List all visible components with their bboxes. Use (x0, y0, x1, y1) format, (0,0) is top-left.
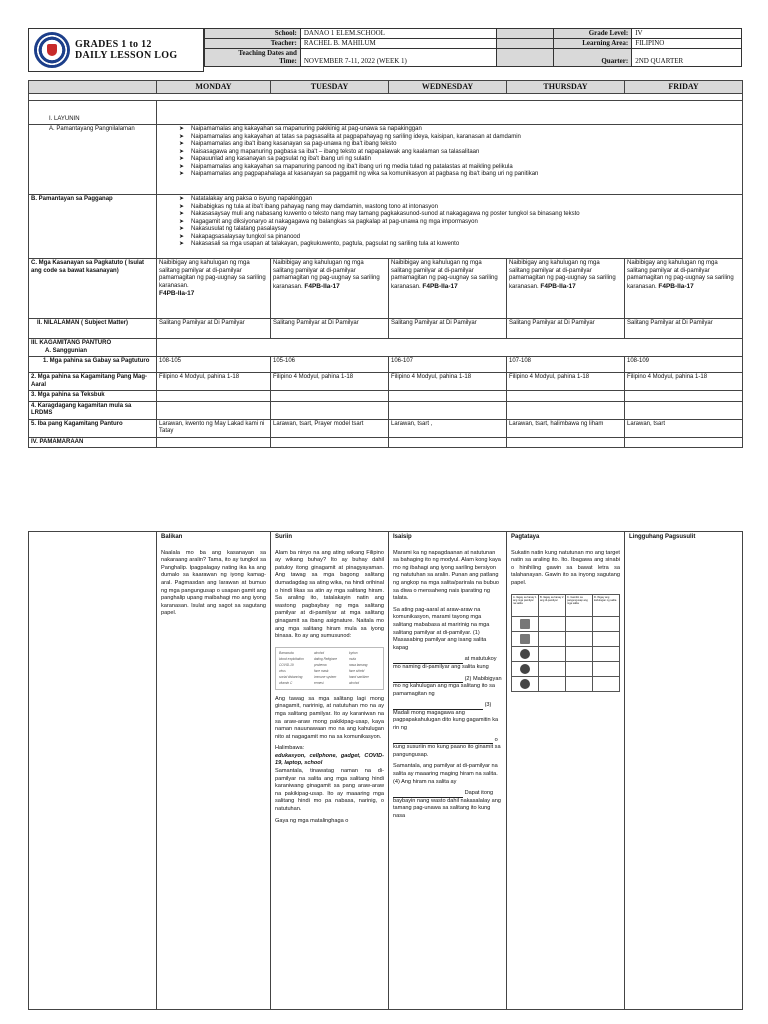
nilalaman-wednesday: Salitang Pamilyar at Di Pamilyar (389, 319, 507, 339)
header-lingguhang-pagsusulit: Lingguhang Pagsusulit (629, 534, 696, 540)
week-table (28, 80, 743, 448)
dates-label-2: Time: (279, 57, 297, 65)
list-item: ➤ Nakasusulat ng talatang pasalaysay (179, 226, 288, 232)
day-wednesday: WEDNESDAY (389, 81, 507, 94)
deped-seal-icon (34, 32, 70, 68)
pagtataya-text: Sukatin natin kung natutunan mo ang target natin sa araling ito. Ito. Ibagawa ang sinabi o hinihiling gawin sa bawat letra sa talahanayan. Gawin ito sa inyong sagutang papel. (511, 549, 620, 586)
iba-label: 5. Iba pang Kagamitang Panturo (29, 419, 157, 437)
pamantayan-sa-pagganap-list (157, 195, 743, 259)
dates-label-1: Teaching Dates and (238, 49, 297, 57)
teksbuk-label: 3. Mga pahina sa Teksbuk (29, 391, 157, 402)
header-isaisip: Isaisip (393, 534, 412, 540)
list-item: ➤ Naipamamalas ang kakayahan sa mapanuring pakikinig at pag-unawa sa napakinggan (179, 126, 422, 132)
picture-icon (520, 649, 530, 659)
suriin-text-4: Gaya ng mga matalinghaga o (275, 817, 349, 824)
iba-monday: Larawan, kwento ng May Lakad kami ni Tatay (157, 419, 271, 437)
pagtataya-mini-table: A. Ilagay sa hanay 1 ang mga pamilyar na salita B. Ilagay sa hanay 2 ang di-pamilyar C. Gamitin sa pangungusap ang mga salita D. Ibigay ang kahulugan ng salita (511, 594, 620, 692)
picture-icon (520, 634, 530, 644)
grade-label: Grade Level: (554, 29, 632, 39)
suriin-text-1: Alam ba ninyo na ang ating wikang Filipino ay wikang buhay? Ito ay buhay dahil patuloy itong ginagamit at pinagyayaman. Ang tawag sa mga bagong salitang dumadagdag sa ating wika, na hindi orihinal o hindi likas sa atin ay mga salitang hiram. Sa araling ito, tatalakayin natin ang wastong pagbaybay ng mga salitang pamilyar at di-pamilyar at mga salitang ginagamit sa ibang asignature. Naitala mo ang mga salitang hiram mula sa iyong binasa. Ito ay ang sumusunod: (275, 549, 384, 640)
gabay-thursday: 107-108 (507, 357, 625, 373)
pamantayang-pangnilalaman-list (157, 125, 743, 195)
list-item: ➤ Natatalakay ang paksa o isyung napakinggan (179, 196, 313, 202)
dates-value: NOVEMBER 7-11, 2022 (WEEK 1) (300, 48, 496, 66)
header-info-table (204, 28, 742, 67)
magaaral-monday: Filipino 4 Modyul, pahina 1-18 (157, 373, 271, 391)
borrowed-words-box: Barracuda alcohol kyrion blood exploitation dating Reitgione mula COVID-19 probema nasa tamang virus face mask face shield social distancing immune system hand sanitizer vitamin C ermesi alcohol (275, 647, 384, 690)
iba-tuesday: Larawan, tsart, Prayer model tsart (271, 419, 389, 437)
pamantayan-sa-pagganap-label: B. Pamantayan sa Pagganap (29, 195, 157, 259)
quarter-label: Quarter: (554, 48, 632, 66)
suriin-text-2: Ang tawag sa mga salitang lagi mong ginagamit, naririnig, at natutuhan mo na ay mga salitang pamilyar. Ito ay karaniwan na sa araw-araw mong pakikipag-usap, kaya naman nauunawaan mo na ang kahulugan nito at nagagamit mo na sa komunikasyon. (275, 695, 384, 740)
procedure-table (28, 531, 743, 1010)
logo-box (28, 28, 204, 72)
magaaral-friday: Filipino 4 Modyul, pahina 1-18 (625, 373, 743, 391)
kasanayan-wednesday: Naibibigay ang kahulugan ng mga salitang pamilyar at di-pamilyar pamamagitan ng pag-uugnay sa sariling karanasan. F4PB-IIa-17 (389, 259, 507, 319)
logo-line-2: DAILY LESSON LOG (75, 50, 178, 61)
quarter-value: 2ND QUARTER (632, 48, 742, 66)
gabay-wednesday: 106-107 (389, 357, 507, 373)
kagamitan-label: III. KAGAMITANG PANTURO A. Sanggunian (29, 339, 157, 357)
nilalaman-monday: Salitang Pamilyar at Di Pamilyar (157, 319, 271, 339)
header-pagtataya: Pagtataya (511, 534, 540, 540)
picture-icon (520, 679, 530, 689)
list-item: ➤ Nakasasaysay muli ang nabasang kuwento o teksto nang may tamang pagkakasunod-sunod at nakagagawa ng poster tungkol sa binasang teksto (179, 211, 580, 217)
magaaral-thursday: Filipino 4 Modyul, pahina 1-18 (507, 373, 625, 391)
nilalaman-friday: Salitang Pamilyar at Di Pamilyar (625, 319, 743, 339)
list-item: ➤ Naisasagawa ang mapanuring pagbasa sa iba't – ibang teksto at napapalawak ang kaalaman sa talasalitaan (179, 148, 480, 155)
iba-wednesday: Larawan, tsart , (389, 419, 507, 437)
area-value: FILIPINO (632, 38, 742, 48)
header-suriin: Suriin (275, 534, 293, 540)
logo-line-1: GRADES 1 to 12 (75, 39, 152, 50)
day-monday: MONDAY (157, 81, 271, 94)
header (28, 28, 742, 72)
logo-text (75, 39, 177, 61)
list-item: ➤ Nagagamit ang diksiyonaryo at nakagagawa ng balangkas sa pagkalap at pag-unawa ng mga impormasyon (179, 218, 478, 225)
list-item: ➤ Nakapagsasalaysay tungkol sa pinanood (179, 233, 301, 240)
list-item: ➤ Napauunlad ang kasanayan sa pagsulat ng iba't ibang uri ng sulatin (179, 156, 371, 162)
iba-thursday: Larawan, tsart, halimbawa ng liham (507, 419, 625, 437)
kasanayan-tuesday: Naibibigay ang kahulugan ng mga salitang pamilyar at di-pamilyar pamamagitan ng pag-uugnay sa sariling karanasan. F4PB-IIa-17 (271, 259, 389, 319)
list-item: ➤ Naipamamalas ang pagpapahalaga at kasanayan sa paggamit ng wika sa komunikasyon at pagbasa ng iba't ibang uri ng panitikan (179, 171, 539, 177)
thursday-procedure (507, 532, 625, 1010)
wednesday-procedure: Isaisip Marami ka ng napagdaanan at natutunan sa bahaging ito ng modyul. Alam kong kaya mo ng ibahagi ang iyong sariling bersiyon ng natutuhan sa aralin. Punan ang patlang ng angkop na mga salita/parirala na bubuo sa diwa o mensaheng nais iparating ng talata. Sa ating pag-aaral at araw-araw na komunikasyon, marami tayong mga salitang mababasa at maririnig na mga salitang pamilyar at di-pamilyar. (1) Masasabing pamilyar ang isang salita kapag at matutukoy mo naming di-pamilyar ang salita kung (2) Mabibigyan mo ng kahulugan ang mga salitang ito sa pamamagitan ng (3) Madali mong magagawa ang pagpapakahulugan dito kung gagamitin ka rin ng o kung susuriin mo kung paano ito ginamit sa pangungusap. Samantala, ang pamilyar at di-pamilyar na salita ay maaaring maging hiram na salita. (4) Ang hiram na salita ay Dapat itong baybayin nang wasto dahil nakasalalay ang tamang pag-unawa sa salitang ito kung nasa (389, 532, 507, 1010)
pamamaraan-label: IV. PAMAMARAAN (29, 437, 157, 448)
halimbawa-label: Halimbawa: (275, 745, 305, 752)
picture-icon (520, 619, 530, 629)
gabay-monday: 108-105 (157, 357, 271, 373)
layunin-label: I. LAYUNIN (29, 101, 157, 125)
area-label: Learning Area: (554, 38, 632, 48)
teacher-value: RACHEL B. MAHILUM (300, 38, 496, 48)
halimbawa-examples: edukasyon, cellphone, gadget, COVID-19, laptop, school (275, 752, 384, 767)
magaaral-tuesday: Filipino 4 Modyul, pahina 1-18 (271, 373, 389, 391)
picture-icon (520, 664, 530, 674)
isaisip-text-1: Marami ka ng napagdaanan at natutunan sa bahaging ito ng modyul. Alam kong kaya mo ng ibahagi ang iyong sariling bersiyon ng natutuhan sa aralin. Punan ang patlang ng angkop na mga salita/parirala na bubuo sa diwa o mensaheng nais iparating ng talata. (393, 549, 501, 602)
school-label: School: (205, 29, 301, 39)
school-value: DANAO 1 ELEM.SCHOOL (300, 29, 496, 39)
grade-value: IV (632, 29, 742, 39)
day-friday: FRIDAY (625, 81, 743, 94)
kasanayan-thursday: Naibibigay ang kahulugan ng mga salitang pamilyar at di-pamilyar pamamagitan ng pag-uugnay sa sariling karanasan. F4PB-IIa-17 (507, 259, 625, 319)
friday-procedure (625, 532, 743, 1010)
list-item: ➤ Naibabigkas ng tula at iba't ibang pahayag nang may damdamin, wastong tono at intonasyon (179, 203, 438, 210)
list-item: ➤ Nakasasali sa mga usapan at talakayan, pagkukuwento, pagtula, pagsulat ng sariling tula at kuwento (179, 241, 460, 247)
kasanayan-monday: Naibibigay ang kahulugan ng mga salitang pamilyar at di-pamilyar pamamagitan ng pag-uugnay sa sariling karanasan. F4PB-IIa-17 (157, 259, 271, 319)
list-item: ➤ Naipamamalas ang kakayahan sa mapanuring panood ng iba't ibang uri ng media tulad ng patalastas at maikling pelikula (179, 163, 513, 170)
list-item: ➤ Naipamamalas ang iba't ibang kasanayan sa pag-unawa ng iba't ibang teksto (179, 141, 397, 147)
balikan-text: Naalala mo ba ang kasanayan sa nakaraang aralin? Tama, ito ay tungkol sa Panghalip. Ipagpalagay nating ika ka ang dumalo sa kaarawan ng iyong kamag-aral. Pagmasdan ang larawan at bumuo ng mga pangungusap o usapan gamit ang panghalip upang maibahagi mo ang iyong karanasan. Isulat ang sagot sa sagutang papel. (161, 549, 266, 617)
kasanayan-label: C. Mga Kasanayan sa Pagkatuto ( Isulat ang code sa bawat kasanayan) (29, 259, 157, 319)
teacher-label: Teacher: (205, 38, 301, 48)
header-balikan: Balikan (161, 534, 183, 540)
lrdms-label: 4. Karagdagang kagamitan mula sa LRDMS (29, 401, 157, 419)
kasanayan-friday: Naibibigay ang kahulugan ng mga salitang pamilyar at di-pamilyar pamamagitan ng pag-uugnay sa sariling karanasan. F4PB-IIa-17 (625, 259, 743, 319)
suriin-text-3: Samantala, tinawatag naman na di-pamilyar na salita ang mga salitang hindi karaniwang ginagamit sa pang araw-araw na pakikipag-usap. Ito ay maaaring mga salitang hindi mo pa nabasa, narinig, o natutuhan. (275, 768, 384, 813)
day-thursday: THURSDAY (507, 81, 625, 94)
nilalaman-thursday: Salitang Pamilyar at Di Pamilyar (507, 319, 625, 339)
tuesday-procedure (271, 532, 389, 1010)
gabay-tuesday: 105-106 (271, 357, 389, 373)
iba-friday: Larawan, tsart (625, 419, 743, 437)
nilalaman-label: II. NILALAMAN ( Subject Matter) (29, 319, 157, 339)
pamantayang-pangnilalaman-label: A. Pamantayang Pangnilalaman (29, 125, 157, 195)
magaaral-label: 2. Mga pahina sa Kagamitang Pang Mag-Aaral (29, 373, 157, 391)
dates-label (205, 48, 301, 66)
gabay-label: 1. Mga pahina sa Gabay sa Pagtuturo (29, 357, 157, 373)
nilalaman-tuesday: Salitang Pamilyar at Di Pamilyar (271, 319, 389, 339)
isaisip-text-2: Sa ating pag-aaral at araw-araw na komunikasyon, marami tayong mga salitang mababasa at maririnig na mga salitang pamilyar at di-pamilyar. (1) Masasabing pamilyar ang isang salita kapag (393, 606, 490, 651)
list-item: ➤ Naipamamalas ang kakayahan at tatas sa pagsasalita at pagpapahayag ng sariling ideya, kaisipan, karanasan at damdamin (179, 133, 521, 140)
magaaral-wednesday: Filipino 4 Modyul, pahina 1-18 (389, 373, 507, 391)
monday-procedure (157, 532, 271, 1010)
gabay-friday: 108-109 (625, 357, 743, 373)
isaisip-text-7: Samantala, ang pamilyar at di-pamilyar na salita ay maaaring maging hiram na salita. (4) Ang hiram na salita ay (393, 763, 498, 785)
day-tuesday: TUESDAY (271, 81, 389, 94)
